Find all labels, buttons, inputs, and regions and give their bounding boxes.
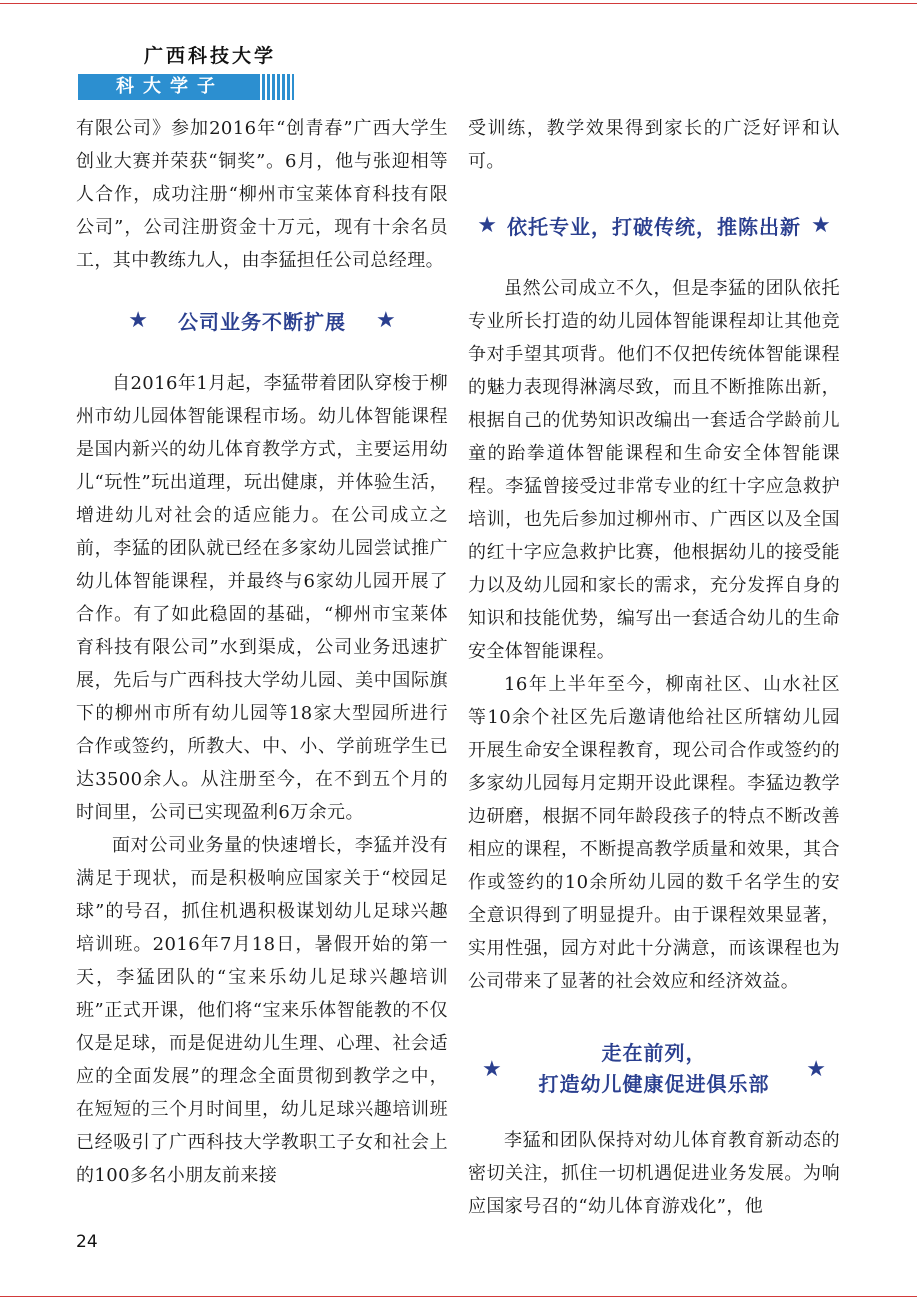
star-icon: ★ xyxy=(128,307,148,333)
right-column xyxy=(468,112,840,1223)
heading-health-club xyxy=(468,1034,840,1104)
right-paragraph-2: 虽然公司成立不久，但是李猛的团队依托专业所长打造的幼儿园体智能课程却让其他竞争对手望其项背。他们不仅把传统体智能课程的魅力表现得淋漓尽致，而且不断推陈出新，根据自己的优势知识改编出一套适合学龄前儿童的跆拳道体智能课程和生命安全体智能课程。李猛曾接受过非常专业的红十字应急救护培训，也先后参加过柳州市、广西区以及全国的红十字应急救护比赛，他根据幼儿的接受能力以及幼儿园和家长的需求，充分发挥自身的知识和技能优势，编写出一套适合幼儿的生命安全体智能课程。 xyxy=(468,278,840,662)
left-paragraph-3: 面对公司业务量的快速增长，李猛并没有满足于现状，而是积极响应国家关于“校园足球”的号召，抓住机遇积极谋划幼儿足球兴趣培训班。2016年7月18日，暑假开始的第一天，李猛团队的“宝来乐幼儿足球兴趣培训班”正式开课，他们将“宝来乐体智能教的不仅仅是足球，而是促进幼儿生理、心理、社会适应的全面发展”的理念全面贯彻到教学之中，在短短的三个月时间里，幼儿足球兴趣培训班已经吸引了广西科技大学教职工子女和社会上的100多名小朋友前来接 xyxy=(76,835,448,1186)
star-icon: ★ xyxy=(806,1056,826,1082)
star-icon: ★ xyxy=(376,307,396,333)
heading-title xyxy=(539,1038,770,1100)
page-number: 24 xyxy=(76,1232,98,1252)
left-paragraph-2: 自2016年1月起，李猛带着团队穿梭于柳州市幼儿园体智能课程市场。幼儿体智能课程是国内新兴的幼儿体育教学方式，主要运用幼儿“玩性”玩出道理，玩出健康，并体验生活，增进幼儿对社会的适应能力。在公司成立之前，李猛的团队就已经在多家幼儿园尝试推广幼儿体智能课程，并最终与6家幼儿园开展了合作。有了如此稳固的基础，“柳州市宝莱体育科技有限公司”水到渠成，公司业务迅速扩展，先后与广西科技大学幼儿园、美中国际旗下的柳州市所有幼儿园等18家大型园所进行合作或签约，所教大、中、小、学前班学生已达3500余人。从注册至今，在不到五个月的时间里，公司已实现盈利6万余元。 xyxy=(76,373,448,823)
heading-line-2: 打造幼儿健康促进俱乐部 xyxy=(538,1072,770,1096)
right-paragraph-1: 受训练，教学效果得到家长的广泛好评和认可。 xyxy=(468,118,840,172)
right-paragraph-4: 李猛和团队保持对幼儿体育教育新动态的密切关注，抓住一切机遇促进业务发展。为响应国家号召的“幼儿体育游戏化”，他 xyxy=(468,1130,840,1217)
heading-line-1: 走在前列， xyxy=(601,1041,707,1065)
star-icon: ★ xyxy=(811,212,831,238)
section-bar xyxy=(78,74,292,100)
bottom-rule xyxy=(0,1296,917,1297)
right-paragraph-3: 16年上半年至今，柳南社区、山水社区等10余个社区先后邀请他给社区所辖幼儿园开展生命安全课程教育，现公司合作或签约的多家幼儿园每月定期开设此课程。李猛边教学边研磨，根据不同年龄段孩子的特点不断改善相应的课程，不断提高教学质量和效果，其合作或签约的10余所幼儿园的数千名学生的安全意识得到了明显提升。由于课程效果显著，实用性强，园方对此十分满意，而该课程也为公司带来了显著的社会效应和经济效益。 xyxy=(468,674,840,992)
star-icon: ★ xyxy=(477,212,497,238)
stripes-decoration xyxy=(260,74,294,100)
heading-title: 依托专业，打破传统，推陈出新 xyxy=(507,214,801,239)
star-icon: ★ xyxy=(482,1056,502,1082)
left-paragraph-1: 有限公司》参加2016年“创青春”广西大学生创业大赛并荣获“铜奖”。6月，他与张迎相等人合作，成功注册“柳州市宝莱体育科技有限公司”，公司注册资金十万元，现有十余名员工，其中教练九人，由李猛担任公司总经理。 xyxy=(76,118,448,271)
heading-innovation xyxy=(468,202,840,248)
top-rule xyxy=(0,3,917,4)
section-label: 科大学子 xyxy=(116,76,224,97)
university-name: 广西科技大学 xyxy=(144,45,277,67)
heading-business-expansion xyxy=(76,297,448,343)
left-column xyxy=(76,112,448,1192)
masthead xyxy=(78,42,298,100)
heading-title: 公司业务不断扩展 xyxy=(178,309,346,334)
